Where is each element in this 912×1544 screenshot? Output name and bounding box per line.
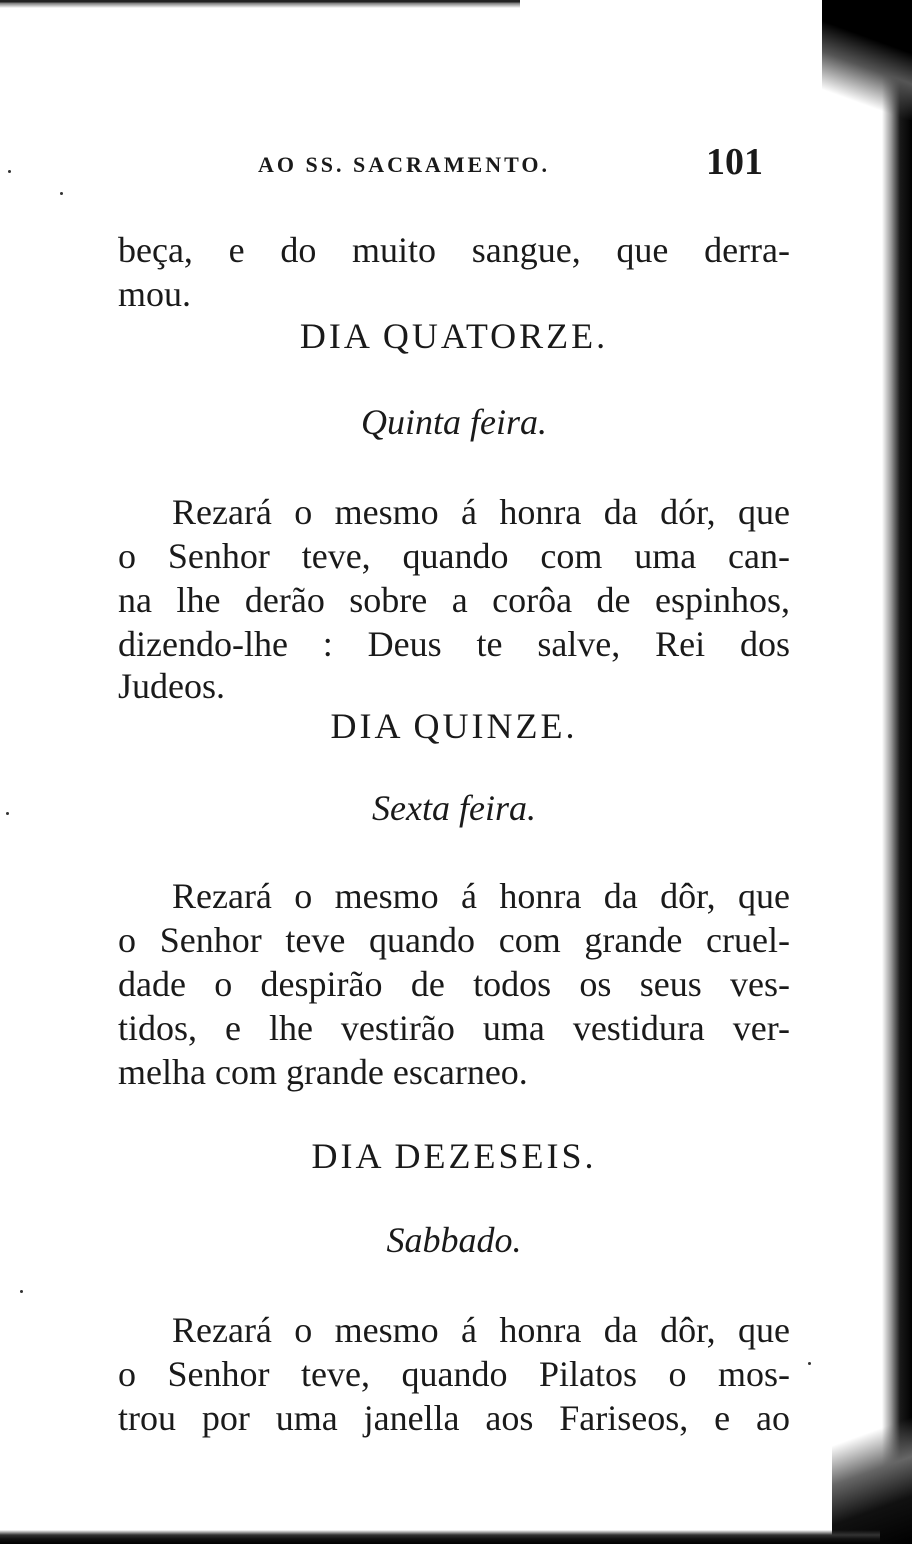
section-heading: DIA DEZESEIS. — [311, 1136, 597, 1176]
scan-right-edge — [882, 0, 912, 1544]
text-line: o Senhor teve, quando Pilatos o mos- — [118, 1354, 790, 1394]
text-line: tidos, e lhe vestirão uma vestidura ver- — [118, 1008, 790, 1048]
scan-speck — [8, 170, 11, 173]
page-number: 101 — [706, 141, 763, 183]
scan-speck — [60, 192, 63, 195]
running-title: AO SS. SACRAMENTO. — [258, 152, 550, 177]
running-head — [258, 140, 798, 188]
text-line: Rezará o mesmo á honra da dôr, que — [172, 1310, 790, 1350]
section-heading: DIA QUATORZE. — [299, 316, 609, 356]
scan-top-edge — [0, 0, 520, 8]
section-heading: DIA QUINZE. — [330, 706, 578, 746]
text-line: o Senhor teve, quando com uma can- — [118, 536, 790, 576]
text-line: trou por uma janella aos Fariseos, e ao — [118, 1398, 790, 1438]
text-line: o Senhor teve quando com grande cruel- — [118, 920, 790, 960]
section-subheading: Sexta feira. — [372, 788, 536, 828]
text-line: melha com grande escarneo. — [118, 1052, 528, 1092]
scan-right-edge-shadow-top — [822, 0, 912, 120]
text-line: mou. — [118, 274, 192, 314]
text-line: dizendo-lhe : Deus te salve, Rei dos — [118, 624, 790, 664]
section-subheading: Sabbado. — [386, 1220, 522, 1260]
scan-speck — [808, 1362, 811, 1365]
scan-speck — [6, 812, 9, 815]
text-line: Rezará o mesmo á honra da dór, que — [172, 492, 790, 532]
scan-speck — [20, 1290, 23, 1293]
text-line: na lhe derão sobre a corôa de espinhos, — [118, 580, 790, 620]
section-subheading: Quinta feira. — [361, 402, 547, 442]
text-line: dade o despirão de todos os seus ves- — [118, 964, 790, 1004]
text-line: Rezará o mesmo á honra da dôr, que — [172, 876, 790, 916]
text-line: Judeos. — [118, 666, 225, 706]
scan-right-edge-shadow-bottom — [832, 1414, 912, 1544]
scan-bottom-edge — [0, 1530, 880, 1544]
text-line: beça, e do muito sangue, que derra- — [118, 230, 790, 270]
